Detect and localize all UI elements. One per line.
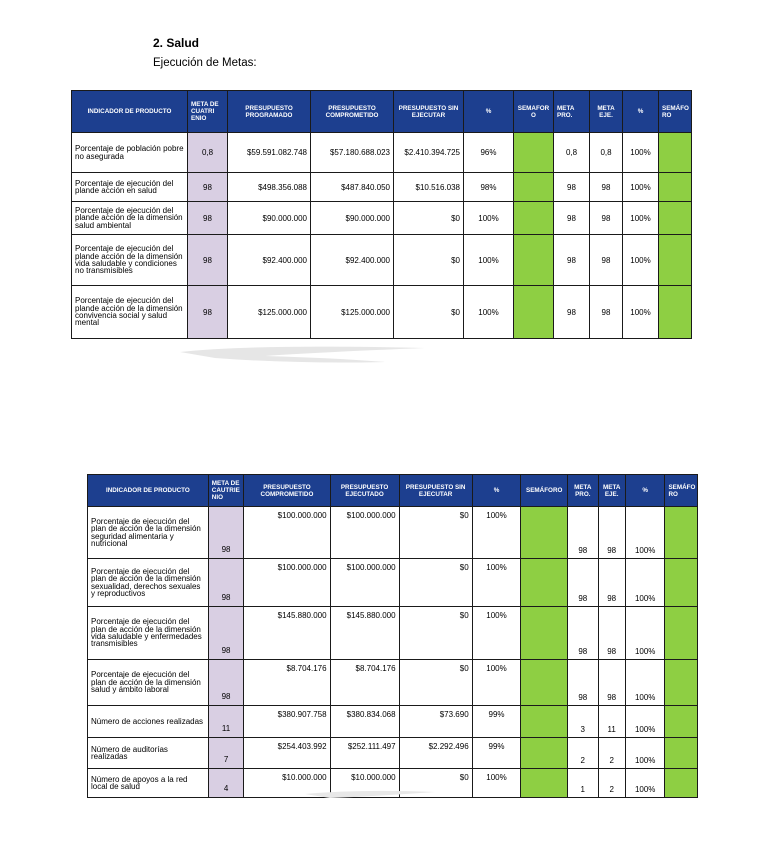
budget-cell: $59.591.082.748 bbox=[228, 133, 311, 173]
pct-cell: 100% bbox=[464, 235, 514, 286]
indicador-cell: Porcentaje de ejecución del plan de acción de la dimensión salud y ámbito laboral bbox=[88, 660, 209, 706]
header-pct2: % bbox=[625, 475, 665, 507]
header-meta-eje: META EJE. bbox=[590, 91, 623, 133]
pct2-cell: 100% bbox=[625, 559, 665, 607]
header-semaforo2: SEMÁFO RO bbox=[665, 475, 698, 507]
meta-pro-cell: 98 bbox=[554, 235, 590, 286]
budget-cell: $8.704.176 bbox=[244, 660, 330, 706]
table-row bbox=[72, 235, 692, 286]
pct2-cell: 100% bbox=[623, 286, 659, 339]
budget-cell: $92.400.000 bbox=[228, 235, 311, 286]
meta-cell: 4 bbox=[208, 769, 244, 798]
pct-cell: 99% bbox=[472, 706, 521, 738]
header-presupuesto-programado: PRESUPUESTO PROGRAMADO bbox=[228, 91, 311, 133]
header-semaforo: SEMÁFORO bbox=[521, 475, 568, 507]
semaforo2-cell bbox=[665, 660, 698, 706]
semaforo2-cell bbox=[665, 738, 698, 769]
pct-cell: 100% bbox=[472, 507, 521, 559]
meta-eje-cell: 98 bbox=[590, 286, 623, 339]
semaforo-cell bbox=[514, 173, 554, 202]
budget-cell: $0 bbox=[394, 202, 464, 235]
meta-eje-cell: 98 bbox=[598, 660, 625, 706]
meta-pro-cell: 2 bbox=[568, 738, 598, 769]
table-row bbox=[88, 559, 698, 607]
pct-cell: 99% bbox=[472, 738, 521, 769]
budget-cell: $90.000.000 bbox=[311, 202, 394, 235]
header-pct2: % bbox=[623, 91, 659, 133]
meta-eje-cell: 11 bbox=[598, 706, 625, 738]
meta-cell: 11 bbox=[208, 706, 244, 738]
table-header-row bbox=[72, 91, 692, 133]
budget-cell: $0 bbox=[399, 660, 472, 706]
meta-pro-cell: 98 bbox=[568, 507, 598, 559]
budget-cell: $0 bbox=[399, 769, 472, 798]
budget-cell: $92.400.000 bbox=[311, 235, 394, 286]
header-meta: META DE CAUTRIE NIO bbox=[208, 475, 244, 507]
semaforo-cell bbox=[521, 607, 568, 660]
header-presupuesto-comprometido: PRESUPUESTO COMPROMETIDO bbox=[244, 475, 330, 507]
table-row bbox=[72, 286, 692, 339]
table-row bbox=[88, 738, 698, 769]
budget-cell: $10.516.038 bbox=[394, 173, 464, 202]
budget-cell: $100.000.000 bbox=[244, 559, 330, 607]
header-semaforo: SEMAFOR O bbox=[514, 91, 554, 133]
indicador-cell: Número de apoyos a la red local de salud bbox=[88, 769, 209, 798]
semaforo2-cell bbox=[665, 769, 698, 798]
budget-cell: $0 bbox=[399, 507, 472, 559]
indicador-cell: Porcentaje de ejecución del plan de acción de la dimensión seguridad alimentaria y nutricional bbox=[88, 507, 209, 559]
semaforo2-cell bbox=[665, 607, 698, 660]
pct2-cell: 100% bbox=[623, 202, 659, 235]
scan-smudge bbox=[175, 342, 435, 366]
meta-pro-cell: 98 bbox=[554, 286, 590, 339]
pct2-cell: 100% bbox=[625, 706, 665, 738]
goals-table-2 bbox=[87, 474, 698, 798]
pct2-cell: 100% bbox=[625, 769, 665, 798]
meta-cell: 98 bbox=[188, 286, 228, 339]
budget-cell: $73.690 bbox=[399, 706, 472, 738]
meta-eje-cell: 98 bbox=[590, 173, 623, 202]
goals-table-1 bbox=[71, 90, 692, 339]
indicador-cell: Porcentaje de ejecución del plande acción de la dimensión salud ambiental bbox=[72, 202, 188, 235]
budget-cell: $0 bbox=[399, 607, 472, 660]
indicador-cell: Número de acciones realizadas bbox=[88, 706, 209, 738]
pct-cell: 100% bbox=[464, 202, 514, 235]
meta-eje-cell: 98 bbox=[598, 607, 625, 660]
table-row bbox=[88, 660, 698, 706]
pct-cell: 100% bbox=[472, 607, 521, 660]
meta-cell: 0,8 bbox=[188, 133, 228, 173]
indicador-cell: Porcentaje de ejecución del plan de acción de la dimensión vida saludable y enfermedades transmisibles bbox=[88, 607, 209, 660]
indicador-cell: Porcentaje de ejecución del plan de acción de la dimensión sexualidad, derechos sexuales y reproductivos bbox=[88, 559, 209, 607]
budget-cell: $487.840.050 bbox=[311, 173, 394, 202]
semaforo-cell bbox=[521, 559, 568, 607]
semaforo2-cell bbox=[659, 235, 692, 286]
semaforo2-cell bbox=[659, 173, 692, 202]
budget-cell: $125.000.000 bbox=[228, 286, 311, 339]
budget-cell: $2.410.394.725 bbox=[394, 133, 464, 173]
section-subtitle: Ejecución de Metas: bbox=[153, 57, 257, 69]
pct2-cell: 100% bbox=[623, 235, 659, 286]
meta-cell: 98 bbox=[208, 660, 244, 706]
budget-cell: $252.111.497 bbox=[330, 738, 399, 769]
meta-cell: 7 bbox=[208, 738, 244, 769]
header-meta-eje: META EJE. bbox=[598, 475, 625, 507]
meta-pro-cell: 0,8 bbox=[554, 133, 590, 173]
budget-cell: $145.880.000 bbox=[330, 607, 399, 660]
pct2-cell: 100% bbox=[625, 738, 665, 769]
indicador-cell: Porcentaje de ejecución del plande acción de la dimensión vida saludable y condiciones no transmisibles bbox=[72, 235, 188, 286]
budget-cell: $90.000.000 bbox=[228, 202, 311, 235]
table-row bbox=[88, 607, 698, 660]
budget-cell: $498.356.088 bbox=[228, 173, 311, 202]
semaforo-cell bbox=[514, 235, 554, 286]
semaforo-cell bbox=[514, 133, 554, 173]
budget-cell: $100.000.000 bbox=[330, 507, 399, 559]
semaforo2-cell bbox=[659, 286, 692, 339]
semaforo2-cell bbox=[659, 133, 692, 173]
table-row bbox=[88, 706, 698, 738]
budget-cell: $0 bbox=[394, 235, 464, 286]
semaforo2-cell bbox=[665, 507, 698, 559]
meta-pro-cell: 98 bbox=[568, 660, 598, 706]
pct-cell: 100% bbox=[472, 660, 521, 706]
header-presupuesto-comprometido: PRESUPUESTO COMPROMETIDO bbox=[311, 91, 394, 133]
pct-cell: 100% bbox=[472, 559, 521, 607]
table-row bbox=[72, 133, 692, 173]
budget-cell: $380.907.758 bbox=[244, 706, 330, 738]
meta-eje-cell: 2 bbox=[598, 738, 625, 769]
budget-cell: $10.000.000 bbox=[330, 769, 399, 798]
header-indicador: INDICADOR DE PRODUCTO bbox=[72, 91, 188, 133]
meta-cell: 98 bbox=[208, 507, 244, 559]
meta-cell: 98 bbox=[188, 173, 228, 202]
budget-cell: $0 bbox=[394, 286, 464, 339]
meta-cell: 98 bbox=[188, 202, 228, 235]
section-title: 2. Salud bbox=[153, 36, 200, 50]
pct2-cell: 100% bbox=[625, 607, 665, 660]
meta-eje-cell: 98 bbox=[598, 507, 625, 559]
semaforo-cell bbox=[514, 202, 554, 235]
budget-cell: $0 bbox=[399, 559, 472, 607]
meta-eje-cell: 98 bbox=[590, 235, 623, 286]
header-meta: META DE CUATRI ENIO bbox=[188, 91, 228, 133]
meta-cell: 98 bbox=[208, 607, 244, 660]
meta-pro-cell: 98 bbox=[568, 559, 598, 607]
table-row bbox=[88, 507, 698, 559]
header-meta-pro: META PRO. bbox=[554, 91, 590, 133]
semaforo2-cell bbox=[665, 559, 698, 607]
pct-cell: 100% bbox=[472, 769, 521, 798]
header-pct: % bbox=[472, 475, 521, 507]
table-row bbox=[72, 202, 692, 235]
semaforo-cell bbox=[521, 507, 568, 559]
budget-cell: $145.880.000 bbox=[244, 607, 330, 660]
indicador-cell: Número de auditorías realizadas bbox=[88, 738, 209, 769]
pct-cell: 100% bbox=[464, 286, 514, 339]
meta-eje-cell: 98 bbox=[590, 202, 623, 235]
budget-cell: $254.403.992 bbox=[244, 738, 330, 769]
table-row bbox=[72, 173, 692, 202]
header-semaforo2: SEMÁFO RO bbox=[659, 91, 692, 133]
budget-cell: $57.180.688.023 bbox=[311, 133, 394, 173]
meta-eje-cell: 98 bbox=[598, 559, 625, 607]
indicador-cell: Porcentaje de población pobre no asegurada bbox=[72, 133, 188, 173]
budget-cell: $10.000.000 bbox=[244, 769, 330, 798]
budget-cell: $100.000.000 bbox=[244, 507, 330, 559]
pct-cell: 96% bbox=[464, 133, 514, 173]
header-presupuesto-sin-ejecutar: PRESUPUESTO SIN EJECUTAR bbox=[399, 475, 472, 507]
pct2-cell: 100% bbox=[623, 173, 659, 202]
meta-pro-cell: 98 bbox=[554, 173, 590, 202]
meta-pro-cell: 1 bbox=[568, 769, 598, 798]
scan-smudge bbox=[300, 788, 440, 802]
meta-eje-cell: 2 bbox=[598, 769, 625, 798]
semaforo-cell bbox=[521, 769, 568, 798]
meta-pro-cell: 3 bbox=[568, 706, 598, 738]
semaforo2-cell bbox=[659, 202, 692, 235]
budget-cell: $2.292.496 bbox=[399, 738, 472, 769]
meta-cell: 98 bbox=[208, 559, 244, 607]
budget-cell: $8.704.176 bbox=[330, 660, 399, 706]
budget-cell: $380.834.068 bbox=[330, 706, 399, 738]
budget-cell: $100.000.000 bbox=[330, 559, 399, 607]
meta-cell: 98 bbox=[188, 235, 228, 286]
semaforo-cell bbox=[521, 706, 568, 738]
table-header-row bbox=[88, 475, 698, 507]
pct2-cell: 100% bbox=[625, 507, 665, 559]
header-presupuesto-ejecutado: PRESUPUESTO EJECUTADO bbox=[330, 475, 399, 507]
header-presupuesto-sin-ejecutar: PRESUPUESTO SIN EJECUTAR bbox=[394, 91, 464, 133]
budget-cell: $125.000.000 bbox=[311, 286, 394, 339]
pct-cell: 98% bbox=[464, 173, 514, 202]
semaforo-cell bbox=[521, 660, 568, 706]
semaforo-cell bbox=[514, 286, 554, 339]
indicador-cell: Porcentaje de ejecución del plande acción en salud bbox=[72, 173, 188, 202]
semaforo-cell bbox=[521, 738, 568, 769]
semaforo2-cell bbox=[665, 706, 698, 738]
indicador-cell: Porcentaje de ejecución del plande acción de la dimensión convivencia social y salud mental bbox=[72, 286, 188, 339]
meta-eje-cell: 0,8 bbox=[590, 133, 623, 173]
header-indicador: INDICADOR DE PRODUCTO bbox=[88, 475, 209, 507]
meta-pro-cell: 98 bbox=[554, 202, 590, 235]
meta-pro-cell: 98 bbox=[568, 607, 598, 660]
header-pct: % bbox=[464, 91, 514, 133]
pct2-cell: 100% bbox=[625, 660, 665, 706]
pct2-cell: 100% bbox=[623, 133, 659, 173]
header-meta-pro: META PRO. bbox=[568, 475, 598, 507]
